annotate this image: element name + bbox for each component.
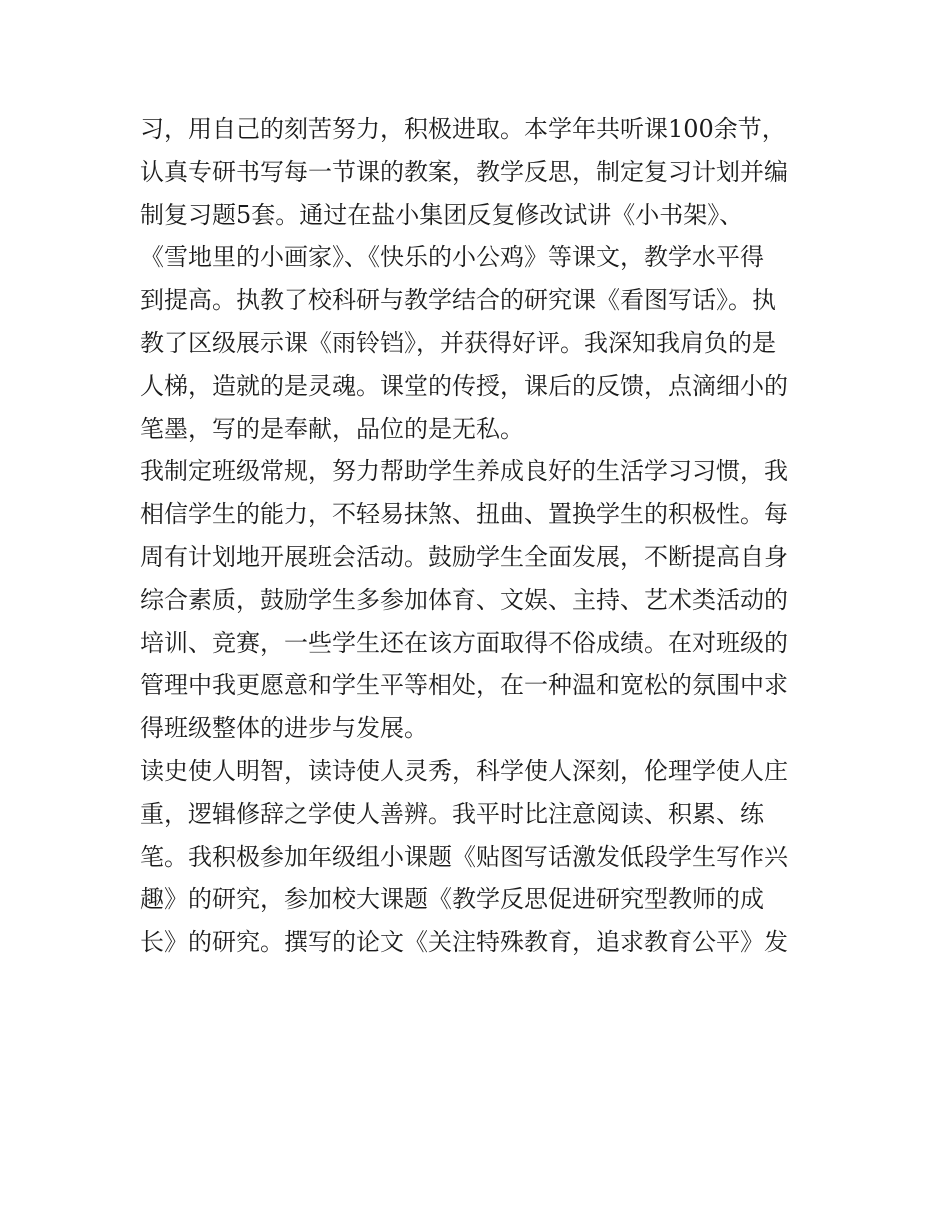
text-line: 认真专研书写每一节课的教案，教学反思，制定复习计划并编 <box>140 157 788 186</box>
text-line: 人梯，造就的是灵魂。课堂的传授，课后的反馈，点滴细小的 <box>140 371 788 400</box>
text-line: 周有计划地开展班会活动。鼓励学生全面发展，不断提高自身 <box>140 542 788 571</box>
text-line: 笔墨，写的是奉献，品位的是无私。 <box>140 414 524 443</box>
text-line: 习，用自己的刻苦努力，积极进取。本学年共听课100余节， <box>140 115 786 143</box>
text-line: 《雪地里的小画家》、《快乐的小公鸡》等课文，教学水平得 <box>140 243 764 272</box>
text-line: 培训、竞赛，一些学生还在该方面取得不俗成绩。在对班级的 <box>140 628 788 657</box>
body-text <box>140 108 820 964</box>
text-line: 我制定班级常规，努力帮助学生养成良好的生活学习习惯，我 <box>140 457 788 486</box>
text-line: 趣》的研究，参加校大课题《教学反思促进研究型教师的成 <box>140 885 764 914</box>
text-line: 读史使人明智，读诗使人灵秀，科学使人深刻，伦理学使人庄 <box>140 756 788 785</box>
text-line: 教了区级展示课《雨铃铛》，并获得好评。我深知我肩负的是 <box>140 328 776 357</box>
text-line: 重，逻辑修辞之学使人善辨。我平时比注意阅读、积累、练 <box>140 799 764 828</box>
text-line: 综合素质，鼓励学生多参加体育、文娱、主持、艺术类活动的 <box>140 585 788 614</box>
text-line: 长》的研究。撰写的论文《关注特殊教育，追求教育公平》发 <box>140 928 788 957</box>
text-line: 制复习题5套。通过在盐小集团反复修改试讲《小书架》、 <box>140 200 744 229</box>
text-line: 笔。我积极参加年级组小课题《贴图写话激发低段学生写作兴 <box>140 842 788 871</box>
text-line: 得班级整体的进步与发展。 <box>140 714 428 743</box>
text-line: 相信学生的能力，不轻易抹煞、扭曲、置换学生的积极性。每 <box>140 500 788 529</box>
text-line: 管理中我更愿意和学生平等相处，在一种温和宽松的氛围中求 <box>140 671 788 700</box>
text-line: 到提高。执教了校科研与教学结合的研究课《看图写话》。执 <box>140 286 776 315</box>
